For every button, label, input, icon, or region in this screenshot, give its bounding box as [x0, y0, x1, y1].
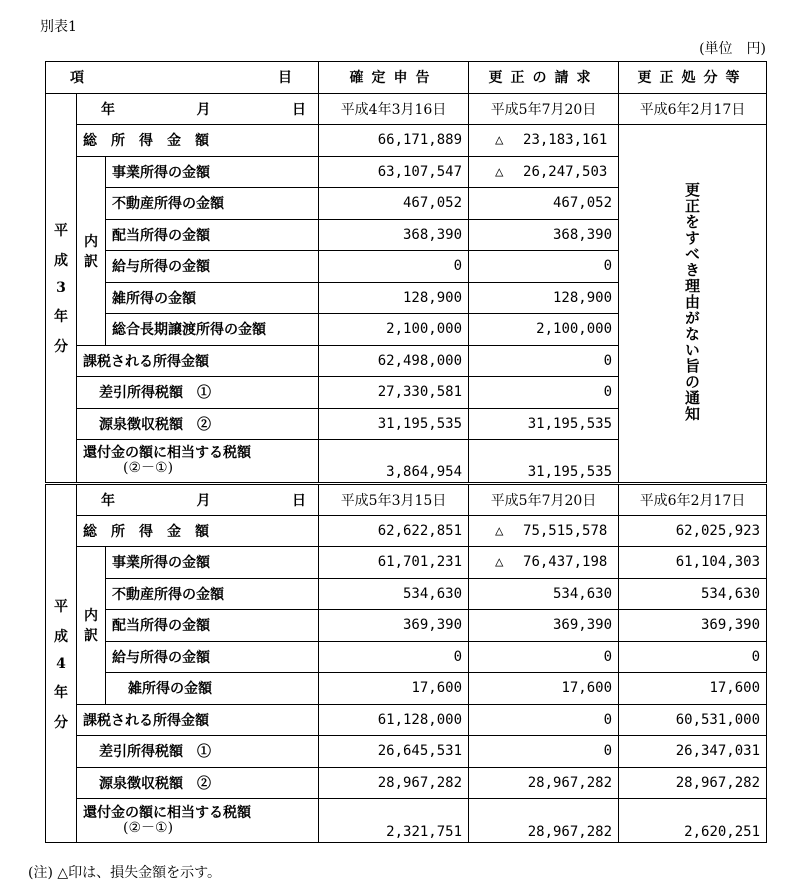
loss-mark: △	[495, 554, 504, 571]
y3-year-label: 平 成 3 年 分	[46, 93, 77, 484]
header-row	[46, 62, 767, 94]
y4-realestate-c3: 534,630	[619, 578, 767, 610]
table-row	[46, 515, 767, 547]
y4-date-seikyu: 平成5年7月20日	[469, 484, 619, 516]
y4-date-kakutei: 平成5年3月15日	[319, 484, 469, 516]
unit-label: (単位 円)	[699, 41, 766, 57]
y3-dividend-c2: 368,390	[469, 219, 619, 251]
y4-dividend-c1: 369,390	[319, 610, 469, 642]
y4-total-income-c1: 62,622,851	[319, 515, 469, 547]
y3-realestate-c2: 467,052	[469, 188, 619, 220]
y4-salary-c1: 0	[319, 641, 469, 673]
loss-mark: △	[495, 522, 504, 539]
y3-dividend-c1: 368,390	[319, 219, 469, 251]
table-row	[46, 125, 767, 157]
y3-total-income-c2: △ 23,183,161	[469, 125, 619, 157]
y3-date-row	[46, 93, 767, 125]
table-row	[46, 578, 767, 610]
y4-dividend-label: 配当所得の金額	[106, 610, 319, 642]
y4-business-c3: 61,104,303	[619, 547, 767, 579]
y4-breakdown-label: 内 訳	[77, 547, 106, 705]
y3-taxable-label: 課税される所得金額	[77, 345, 319, 377]
loss-mark: △	[495, 132, 504, 149]
y3-realestate-c1: 467,052	[319, 188, 469, 220]
y3-dividend-label: 配当所得の金額	[106, 219, 319, 251]
y3-refund-c2: 31,195,535	[469, 440, 619, 484]
y3-withholding-label: 源泉徴収税額 ②	[77, 408, 319, 440]
y4-taxable-c1: 61,128,000	[319, 704, 469, 736]
y4-tax-after-label: 差引所得税額 ①	[77, 736, 319, 768]
header-col-kousei-shobun: 更正処分等	[619, 62, 767, 94]
y4-refund-c3: 2,620,251	[619, 799, 767, 843]
y3-taxable-c2: 0	[469, 345, 619, 377]
y4-realestate-c1: 534,630	[319, 578, 469, 610]
y4-refund-label: 還付金の額に相当する税額 (②－①)	[77, 799, 319, 843]
y4-misc-c1: 17,600	[319, 673, 469, 705]
y3-misc-c2: 128,900	[469, 282, 619, 314]
y4-taxable-c3: 60,531,000	[619, 704, 767, 736]
y4-year-label: 平 成 4 年 分	[46, 484, 77, 843]
table-row	[46, 736, 767, 768]
table-title: 別表1	[40, 19, 77, 35]
y4-business-c1: 61,701,231	[319, 547, 469, 579]
y3-salary-label: 給与所得の金額	[106, 251, 319, 283]
y3-refund-c1: 3,864,954	[319, 440, 469, 484]
y4-total-income-label: 総 所 得 金 額	[77, 515, 319, 547]
table-row	[46, 704, 767, 736]
tax-table	[45, 61, 767, 843]
y3-total-income-label: 総 所 得 金 額	[77, 125, 319, 157]
y3-salary-c2: 0	[469, 251, 619, 283]
y3-misc-c1: 128,900	[319, 282, 469, 314]
y4-taxable-label: 課税される所得金額	[77, 704, 319, 736]
header-item-right: 目	[278, 70, 293, 87]
y4-withholding-c3: 28,967,282	[619, 767, 767, 799]
y4-tax-after-c3: 26,347,031	[619, 736, 767, 768]
y4-salary-c3: 0	[619, 641, 767, 673]
y4-date-shobun: 平成6年2月17日	[619, 484, 767, 516]
y4-salary-c2: 0	[469, 641, 619, 673]
y3-notice: 更正をすべき理由がない旨の通知	[619, 125, 767, 484]
y3-realestate-label: 不動産所得の金額	[106, 188, 319, 220]
y4-misc-label: 雑所得の金額	[106, 673, 319, 705]
y3-taxable-c1: 62,498,000	[319, 345, 469, 377]
y4-refund-c2: 28,967,282	[469, 799, 619, 843]
y3-business-c1: 63,107,547	[319, 156, 469, 188]
y4-dividend-c2: 369,390	[469, 610, 619, 642]
table-row	[46, 547, 767, 579]
y4-refund-c1: 2,321,751	[319, 799, 469, 843]
y3-total-income-c1: 66,171,889	[319, 125, 469, 157]
loss-mark: △	[495, 163, 504, 180]
y3-longterm-label: 総合長期譲渡所得の金額	[106, 314, 319, 346]
y4-tax-after-c2: 0	[469, 736, 619, 768]
y4-dividend-c3: 369,390	[619, 610, 767, 642]
y3-business-label: 事業所得の金額	[106, 156, 319, 188]
y4-salary-label: 給与所得の金額	[106, 641, 319, 673]
y4-total-income-c2: △ 75,515,578	[469, 515, 619, 547]
table-row	[46, 767, 767, 799]
y4-withholding-c1: 28,967,282	[319, 767, 469, 799]
y3-refund-label: 還付金の額に相当する税額 (②－①)	[77, 440, 319, 484]
y4-realestate-c2: 534,630	[469, 578, 619, 610]
header-item	[46, 62, 319, 94]
y4-business-c2: △ 76,437,198	[469, 547, 619, 579]
y4-date-row	[46, 484, 767, 516]
table-row	[46, 673, 767, 705]
header-item-left: 項	[70, 70, 84, 87]
y3-withholding-c1: 31,195,535	[319, 408, 469, 440]
y3-date-seikyu: 平成5年7月20日	[469, 93, 619, 125]
y4-withholding-label: 源泉徴収税額 ②	[77, 767, 319, 799]
y4-tax-after-c1: 26,645,531	[319, 736, 469, 768]
footnote: (注) △印は、損失金額を示す。	[28, 865, 222, 881]
y3-tax-after-c1: 27,330,581	[319, 377, 469, 409]
y4-taxable-c2: 0	[469, 704, 619, 736]
y3-breakdown-label: 内 訳	[77, 156, 106, 345]
y3-date-label: 年 月 日	[77, 93, 319, 125]
y3-salary-c1: 0	[319, 251, 469, 283]
y3-misc-label: 雑所得の金額	[106, 282, 319, 314]
y4-business-label: 事業所得の金額	[106, 547, 319, 579]
y3-longterm-c1: 2,100,000	[319, 314, 469, 346]
y3-withholding-c2: 31,195,535	[469, 408, 619, 440]
table-row	[46, 641, 767, 673]
y3-longterm-c2: 2,100,000	[469, 314, 619, 346]
y4-misc-c2: 17,600	[469, 673, 619, 705]
y3-tax-after-label: 差引所得税額 ①	[77, 377, 319, 409]
y3-date-shobun: 平成6年2月17日	[619, 93, 767, 125]
header-col-kousei-seikyu: 更正の請求	[469, 62, 619, 94]
y4-misc-c3: 17,600	[619, 673, 767, 705]
y4-total-income-c3: 62,025,923	[619, 515, 767, 547]
y3-tax-after-c2: 0	[469, 377, 619, 409]
y4-withholding-c2: 28,967,282	[469, 767, 619, 799]
header-col-kakutei: 確定申告	[319, 62, 469, 94]
y4-date-label: 年 月 日	[77, 484, 319, 516]
table-row	[46, 610, 767, 642]
y3-date-kakutei: 平成4年3月16日	[319, 93, 469, 125]
y3-business-c2: △ 26,247,503	[469, 156, 619, 188]
table-row	[46, 799, 767, 843]
y4-realestate-label: 不動産所得の金額	[106, 578, 319, 610]
